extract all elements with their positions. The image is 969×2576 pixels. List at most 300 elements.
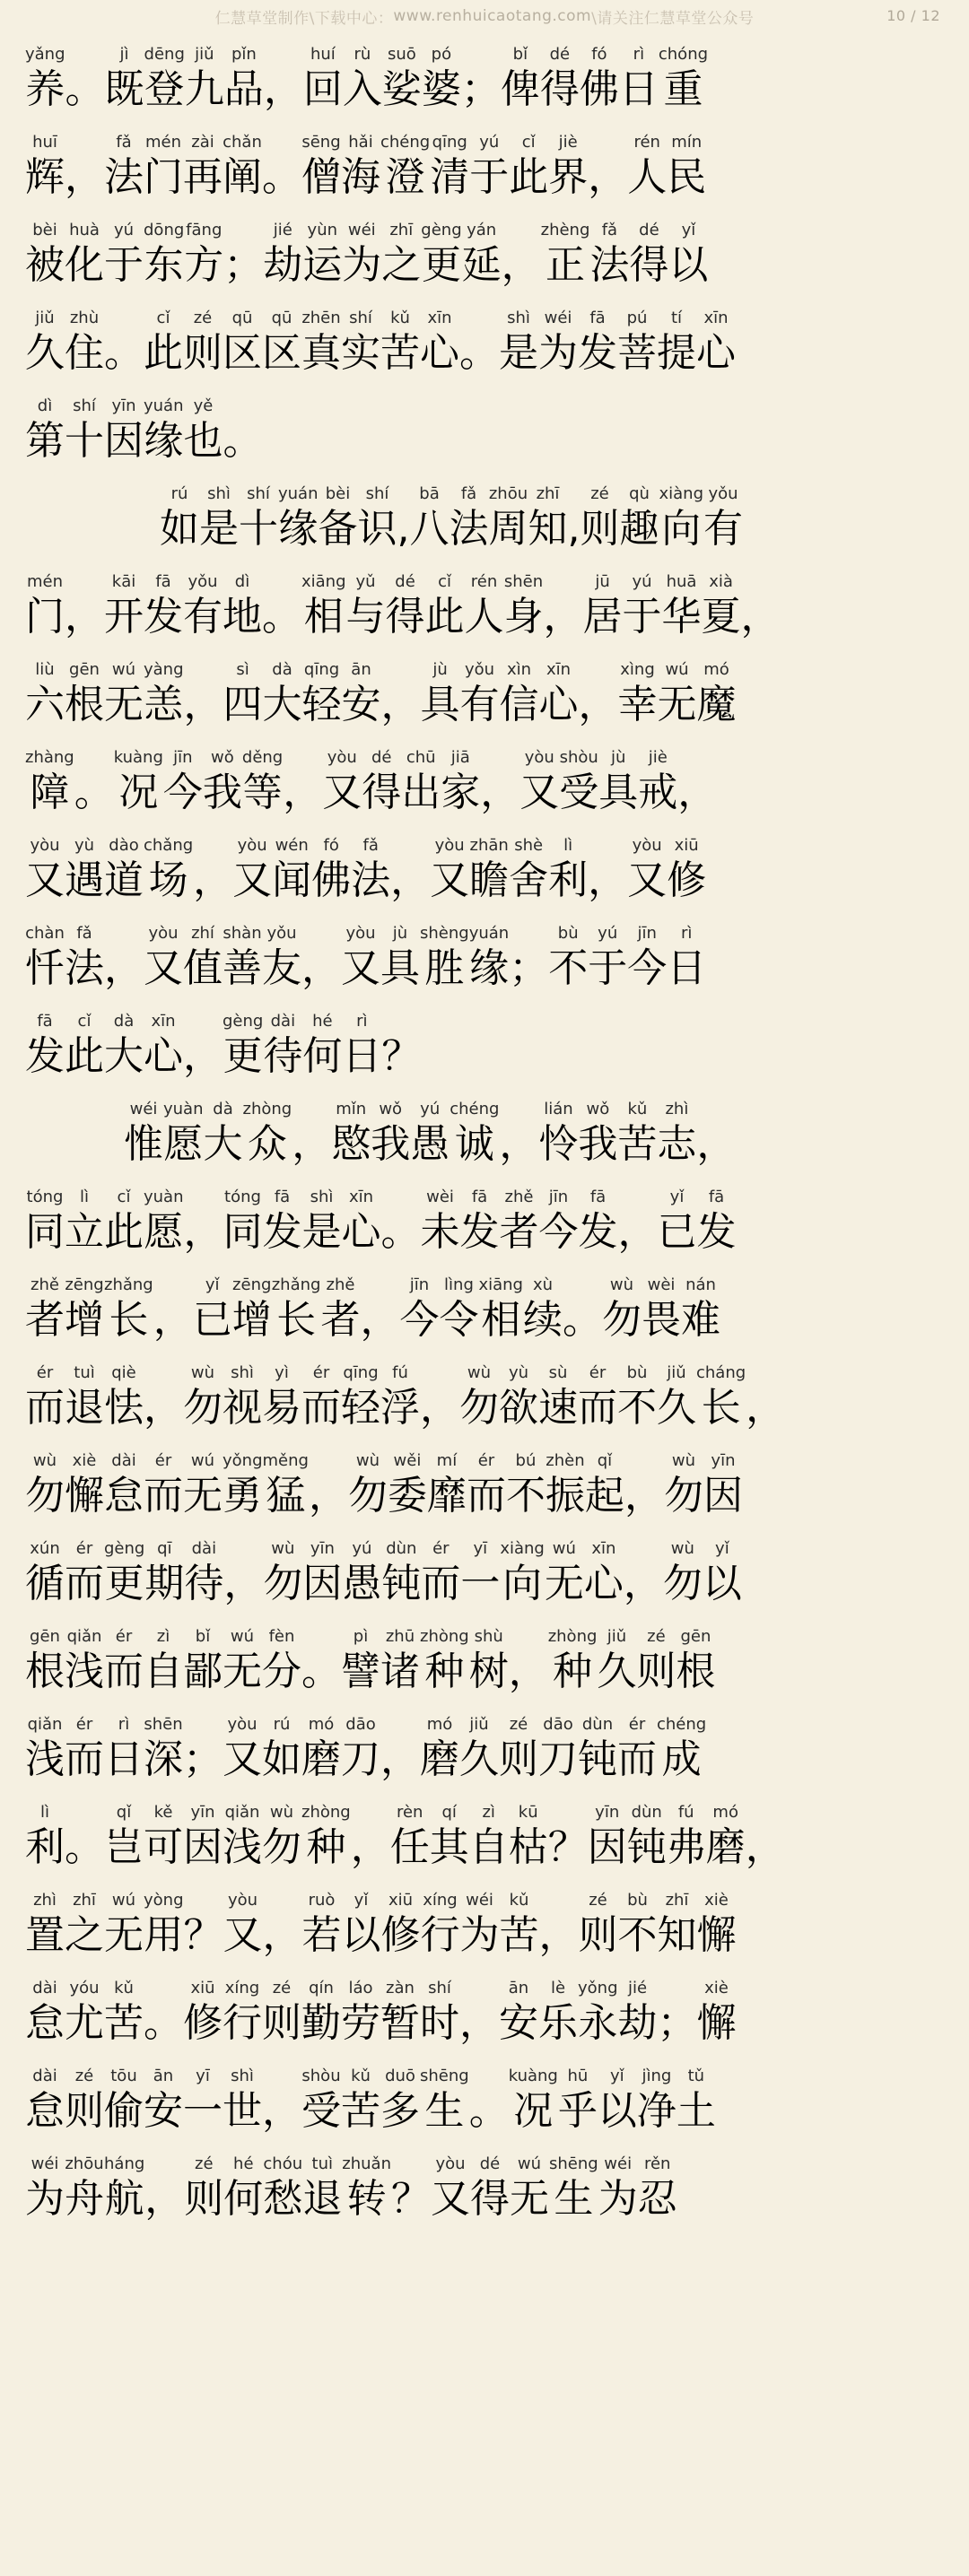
pinyin-reading: qí — [441, 1803, 457, 1822]
pinyin-character — [342, 1889, 381, 1961]
han-character: 信 — [499, 682, 539, 727]
han-character: 懈 — [65, 1473, 104, 1519]
pinyin-reading: kě — [153, 1803, 173, 1822]
pinyin-character — [506, 1449, 546, 1521]
han-character: ； — [183, 1736, 223, 1782]
pinyin-reading: dài — [32, 1979, 57, 1997]
han-character: 待 — [263, 1033, 303, 1079]
pinyin-reading: xún — [30, 1539, 60, 1558]
pinyin-reading: tí — [670, 309, 683, 327]
han-character: ， — [262, 2088, 301, 2134]
pinyin-reading: zhù — [69, 309, 100, 327]
pinyin-reading: dé — [395, 572, 415, 591]
punctuation-character — [480, 746, 519, 818]
punctuation-character — [184, 658, 223, 730]
pinyin-character — [105, 43, 144, 115]
han-character: 勇 — [223, 1473, 263, 1519]
pinyin-character — [620, 483, 659, 554]
pinyin-reading: xìng — [620, 660, 655, 679]
punctuation-character — [65, 1801, 104, 1873]
pinyin-character — [422, 43, 461, 115]
punctuation-character — [262, 2065, 301, 2137]
pinyin-reading: tōu — [110, 2067, 137, 2085]
han-character: 菩 — [617, 330, 657, 376]
pinyin-reading: shì — [231, 1363, 254, 1382]
han-character: 何 — [302, 1033, 343, 1079]
pinyin-reading: fā — [471, 1188, 488, 1206]
pinyin-reading: láo — [348, 1979, 373, 1997]
pinyin-reading: rú — [273, 1715, 291, 1734]
pinyin-reading: jiǔ — [35, 309, 55, 327]
pinyin-character — [703, 483, 743, 554]
punctuation-character — [153, 1274, 193, 1345]
han-character: 鄙 — [183, 1649, 223, 1694]
pinyin-reading: mó — [703, 660, 729, 679]
pinyin-character — [362, 746, 401, 818]
pinyin-character — [65, 1186, 104, 1258]
han-character: 又 — [519, 770, 560, 815]
han-character: 夏 — [701, 594, 741, 640]
han-character: ， — [183, 682, 223, 727]
han-character: 缘 — [278, 506, 319, 552]
han-character: 安 — [144, 2088, 183, 2134]
pinyin-character — [696, 307, 736, 379]
han-character: 譬 — [341, 1649, 380, 1694]
pinyin-character — [25, 1010, 65, 1082]
pinyin-reading: yòu — [227, 1891, 258, 1910]
pinyin-character — [232, 1274, 272, 1345]
pinyin-character — [342, 2153, 391, 2224]
han-character: ？ — [183, 1912, 223, 1958]
han-character: 东 — [144, 242, 184, 288]
pinyin-reading: fó — [323, 836, 339, 855]
pinyin-reading: shēng — [420, 2067, 469, 2085]
pinyin-reading: lì — [563, 836, 573, 855]
pinyin-reading: yǒu — [464, 660, 495, 679]
pinyin-reading: dāo — [345, 1715, 376, 1734]
pinyin-reading: chóu — [263, 2154, 303, 2173]
han-character: 以 — [597, 2088, 637, 2134]
pinyin-character — [104, 1537, 144, 1609]
pinyin-reading: bù — [627, 1891, 648, 1910]
pinyin-reading: ér — [75, 1539, 93, 1558]
pinyin-character — [667, 131, 706, 203]
punctuation-character — [283, 746, 322, 818]
pinyin-character — [183, 1801, 223, 1873]
pinyin-character — [697, 658, 737, 730]
han-character: 诸 — [380, 1649, 420, 1694]
han-character: 。 — [563, 1297, 602, 1343]
text-line — [25, 208, 944, 291]
han-character: 其 — [429, 1824, 469, 1870]
han-character: 怠 — [25, 2000, 65, 2046]
pinyin-character — [500, 1186, 539, 1258]
pinyin-reading: xiè — [72, 1451, 97, 1470]
punctuation-character — [459, 307, 499, 379]
pinyin-reading: qiè — [111, 1363, 136, 1382]
pinyin-character — [617, 1098, 657, 1170]
punctuation-character — [351, 1801, 390, 1873]
pinyin-reading: wèi — [647, 1275, 676, 1294]
pinyin-character — [677, 2065, 716, 2137]
han-character: 又 — [223, 1912, 263, 1958]
pinyin-character — [104, 2065, 144, 2137]
pinyin-character — [124, 1098, 163, 1170]
han-character: 被 — [25, 242, 65, 288]
han-character: ， — [183, 1033, 223, 1079]
pinyin-reading: jiǔ — [667, 1363, 686, 1382]
pinyin-character — [223, 1186, 263, 1258]
pinyin-reading: xiè — [704, 1979, 729, 1997]
pinyin-reading: cǐ — [117, 1188, 131, 1206]
pinyin-character — [657, 1098, 696, 1170]
text-line — [25, 2142, 944, 2224]
pinyin-character — [425, 570, 465, 642]
han-character: 磨 — [420, 1736, 459, 1782]
pinyin-character — [578, 307, 617, 379]
han-character: 佛 — [311, 857, 352, 903]
pinyin-reading: dé — [639, 221, 659, 239]
han-character: ； — [460, 66, 501, 112]
pinyin-reading: rì — [681, 924, 693, 943]
pinyin-character — [538, 1977, 578, 2049]
pinyin-character — [184, 2153, 223, 2224]
han-character: 忍 — [637, 2176, 677, 2222]
han-character: 。 — [380, 1209, 421, 1255]
pinyin-character — [65, 1537, 104, 1609]
pinyin-character — [548, 834, 588, 906]
pinyin-character — [25, 2153, 65, 2224]
punctuation-character — [193, 834, 232, 906]
pinyin-reading: zhī — [389, 221, 414, 239]
han-character: 易 — [262, 1385, 301, 1431]
pinyin-character — [25, 1274, 65, 1345]
header-right-note: \请关注仁慧草堂公众号 — [591, 9, 755, 28]
pinyin-reading: jīn — [637, 924, 657, 943]
pinyin-reading: xià — [709, 572, 733, 591]
han-character: 发 — [25, 1033, 65, 1079]
punctuation-character — [579, 658, 618, 730]
han-character: 待 — [184, 1561, 224, 1606]
han-character: 利 — [548, 857, 589, 903]
pinyin-character — [25, 307, 65, 379]
pinyin-character — [263, 2153, 302, 2224]
punctuation-character — [746, 1362, 785, 1433]
pinyin-character — [627, 834, 667, 906]
pinyin-reading: qù — [629, 484, 650, 503]
pinyin-character — [450, 483, 489, 554]
pinyin-character — [541, 219, 590, 291]
pinyin-reading: sì — [236, 660, 249, 679]
text-line — [25, 1175, 944, 1258]
pinyin-reading: yě — [193, 396, 214, 415]
pinyin-reading: dēng — [144, 45, 185, 64]
han-character: 利 — [25, 1824, 65, 1870]
han-character: 磨 — [301, 1736, 341, 1782]
han-character: 安 — [499, 2000, 538, 2046]
pinyin-character — [410, 1098, 450, 1170]
text-line — [25, 1966, 944, 2049]
han-character: 一 — [183, 2088, 223, 2134]
pinyin-character — [25, 746, 74, 818]
pinyin-character — [618, 1889, 658, 1961]
pinyin-reading: shí — [73, 396, 96, 415]
pinyin-character — [697, 1977, 737, 2049]
pinyin-character — [183, 1362, 223, 1433]
pinyin-character — [263, 1010, 302, 1082]
han-character: 可 — [144, 1824, 183, 1870]
pinyin-character — [301, 1713, 341, 1785]
pinyin-character — [144, 2065, 183, 2137]
pinyin-reading: xìn — [507, 660, 532, 679]
pinyin-character — [380, 307, 420, 379]
pinyin-reading: yīn — [310, 1539, 335, 1558]
pinyin-reading: wú — [230, 1627, 255, 1646]
pinyin-character — [223, 1889, 263, 1961]
han-character: 磨 — [705, 1824, 746, 1870]
pinyin-character — [420, 1713, 459, 1785]
pinyin-character — [500, 1537, 545, 1609]
pinyin-character — [469, 834, 509, 906]
pinyin-character — [401, 746, 441, 818]
punctuation-character — [65, 570, 104, 642]
pinyin-reading: dì — [37, 396, 53, 415]
han-character: 更 — [104, 1561, 144, 1606]
han-character: 今 — [162, 770, 203, 815]
pinyin-character — [538, 307, 578, 379]
pinyin-character — [341, 1362, 380, 1433]
pinyin-reading: wú — [190, 1451, 215, 1470]
punctuation-character — [391, 2153, 431, 2224]
punctuation-character — [502, 219, 541, 291]
han-character: 俾 — [500, 66, 540, 112]
pinyin-character — [388, 1449, 427, 1521]
han-character: ， — [501, 242, 541, 288]
han-character: 有 — [703, 506, 744, 552]
pinyin-character — [450, 1098, 499, 1170]
pinyin-reading: yǐ — [715, 1539, 729, 1558]
pinyin-character — [627, 1801, 667, 1873]
pinyin-reading: yù — [508, 1363, 529, 1382]
pinyin-reading: zhǎng — [104, 1275, 153, 1294]
punctuation-character — [459, 1977, 499, 2049]
han-character: 方 — [184, 242, 224, 288]
pinyin-reading: yòu — [435, 2154, 466, 2173]
pinyin-character — [697, 1889, 737, 1961]
pinyin-character — [144, 1713, 183, 1785]
han-character: 又 — [232, 857, 273, 903]
han-character: 更 — [223, 1033, 263, 1079]
pinyin-character — [25, 570, 65, 642]
pinyin-reading: yú — [113, 221, 135, 239]
pinyin-reading: wù — [269, 1803, 294, 1822]
pinyin-reading: zì — [156, 1627, 170, 1646]
han-character: 出 — [401, 770, 441, 815]
han-character: 况 — [513, 2088, 554, 2134]
pinyin-reading: yuán — [278, 484, 319, 503]
punctuation-character — [183, 1010, 223, 1082]
han-character: 相 — [303, 594, 344, 640]
pinyin-character — [301, 1362, 341, 1433]
pinyin-character — [478, 1274, 523, 1345]
pinyin-character — [459, 1362, 499, 1433]
pinyin-character — [618, 658, 658, 730]
han-character: 则 — [262, 2000, 301, 2046]
punctuation-character — [262, 131, 301, 203]
han-character: 。 — [262, 154, 301, 200]
han-character: 不 — [617, 1385, 657, 1431]
pinyin-reading: jù — [432, 660, 448, 679]
han-character: 门 — [25, 594, 65, 640]
pinyin-reading: zhān — [469, 836, 509, 855]
pinyin-reading: rén — [470, 572, 498, 591]
han-character: 多 — [380, 2088, 420, 2134]
pinyin-reading: pú — [626, 309, 648, 327]
pinyin-reading: fú — [392, 1363, 408, 1382]
han-character: 种 — [553, 1649, 593, 1694]
pinyin-reading: děng — [241, 748, 284, 767]
pinyin-reading: yòu — [30, 836, 60, 855]
pinyin-character — [144, 1889, 184, 1961]
punctuation-character — [658, 1977, 697, 2049]
pinyin-character — [421, 658, 460, 730]
pinyin-reading: zēng — [65, 1275, 104, 1294]
pinyin-character — [104, 131, 144, 203]
pinyin-character — [184, 219, 223, 291]
pinyin-character — [509, 131, 548, 203]
pinyin-character — [421, 1186, 460, 1258]
punctuation-character — [184, 1186, 223, 1258]
han-character: 世 — [223, 2088, 262, 2134]
pinyin-character — [262, 922, 301, 994]
pinyin-character — [538, 1098, 578, 1170]
pinyin-reading: huí — [310, 45, 336, 64]
han-character: ， — [480, 770, 520, 815]
han-character: 今 — [399, 1297, 440, 1343]
pinyin-character — [302, 658, 342, 730]
pinyin-character — [681, 1274, 720, 1345]
han-character: 以 — [341, 1912, 381, 1958]
pinyin-character — [104, 1449, 144, 1521]
han-character: 转 — [346, 2176, 387, 2222]
pinyin-reading: dài — [270, 1012, 296, 1031]
pinyin-character — [144, 307, 183, 379]
han-character: 若 — [301, 1912, 342, 1958]
pinyin-reading: dé — [549, 45, 571, 64]
pinyin-character — [263, 219, 302, 291]
pinyin-character — [469, 1801, 509, 1873]
pinyin-reading: chǎn — [223, 133, 262, 152]
pinyin-character — [489, 483, 528, 554]
han-character: 勿 — [262, 1824, 301, 1870]
pinyin-reading: yòu — [237, 836, 267, 855]
pinyin-character — [421, 219, 461, 291]
pinyin-reading: zàn — [386, 1979, 415, 1997]
pinyin-reading: dài — [111, 1451, 136, 1470]
pinyin-character — [301, 307, 341, 379]
pinyin-reading: gēn — [30, 1627, 60, 1646]
pinyin-character — [65, 219, 104, 291]
pinyin-reading: kū — [518, 1803, 538, 1822]
han-character: ， — [223, 1561, 264, 1606]
han-character: ， — [459, 2000, 499, 2046]
han-character: 幸 — [617, 682, 658, 727]
pinyin-reading: jié — [273, 221, 292, 239]
han-character: 退 — [65, 1385, 104, 1431]
han-character: 懈 — [696, 2000, 737, 2046]
pinyin-reading: shì — [231, 2067, 254, 2085]
pinyin-reading: qīng — [303, 660, 340, 679]
pinyin-character — [341, 131, 380, 203]
han-character: ， — [420, 1385, 459, 1431]
pinyin-character — [144, 131, 183, 203]
pinyin-reading: wéi — [31, 2154, 59, 2173]
han-character: 发 — [144, 594, 183, 640]
pinyin-reading: dé — [479, 2154, 501, 2173]
punctuation-character — [381, 1186, 421, 1258]
han-character: 者 — [499, 1209, 539, 1255]
pinyin-reading: bā — [419, 484, 440, 503]
pinyin-reading: zhū — [385, 1627, 415, 1646]
han-character: 立 — [65, 1209, 104, 1255]
han-character: 。 — [65, 1824, 104, 1870]
pinyin-character — [242, 746, 283, 818]
pinyin-character — [239, 483, 278, 554]
pinyin-reading: shēn — [503, 572, 544, 591]
han-character: 速 — [538, 1385, 578, 1431]
pinyin-reading: xīn — [546, 660, 572, 679]
pinyin-reading: lè — [550, 1979, 566, 1997]
pinyin-character — [421, 1537, 460, 1609]
han-character: 无 — [657, 682, 697, 727]
han-character: 勿 — [347, 1473, 388, 1519]
pinyin-reading: tuì — [74, 1363, 95, 1382]
han-character: 者 — [25, 1297, 65, 1343]
pinyin-character — [341, 1713, 380, 1785]
pinyin-character — [223, 1625, 262, 1697]
pinyin-character — [549, 2153, 598, 2224]
pinyin-character — [380, 1977, 420, 2049]
han-character: 舍 — [509, 857, 549, 903]
pinyin-reading: yīn — [190, 1803, 215, 1822]
han-character: 法 — [589, 242, 630, 288]
han-character: 则 — [636, 1649, 677, 1694]
han-character: 住 — [65, 330, 104, 376]
pinyin-reading: zé — [509, 1715, 528, 1734]
pinyin-character — [183, 307, 223, 379]
pinyin-reading: jié — [627, 1979, 648, 1997]
han-character: 养 — [25, 66, 65, 112]
pinyin-character — [104, 395, 144, 466]
han-character: 又 — [223, 1736, 262, 1782]
pinyin-reading: yú — [632, 572, 652, 591]
pinyin-reading: cǐ — [438, 572, 451, 591]
pinyin-character — [65, 1889, 104, 1961]
pinyin-character — [104, 1362, 144, 1433]
pinyin-reading: kuàng — [508, 2067, 558, 2085]
han-character: 自 — [468, 1824, 509, 1870]
han-character: 不 — [505, 1473, 546, 1519]
punctuation-character — [509, 1625, 548, 1697]
pinyin-character — [204, 1098, 243, 1170]
pinyin-character — [341, 1625, 380, 1697]
pinyin-reading: chū — [406, 748, 436, 767]
pinyin-character — [341, 2065, 380, 2137]
pinyin-reading: jiǔ — [195, 45, 214, 64]
han-character: 法 — [104, 154, 144, 200]
han-character: 长 — [109, 1297, 149, 1343]
han-character: 任 — [389, 1824, 430, 1870]
